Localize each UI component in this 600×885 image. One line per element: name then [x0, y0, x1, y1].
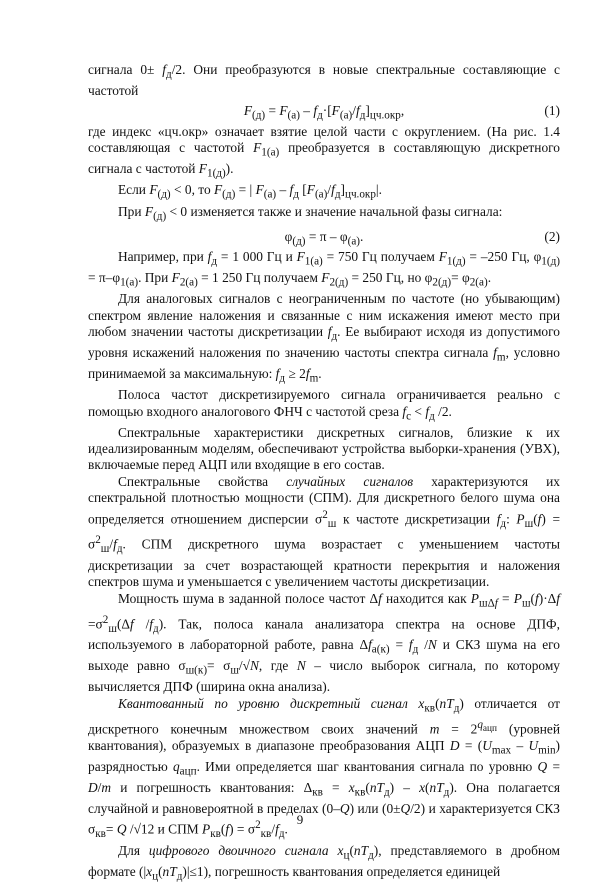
- paragraph: При $F_{(д)} < 0$ изменяется также и значение начальной фазы сигнала:: [118, 203, 503, 223]
- paragraph: Спектральные характеристики дискретных сигналов, близкие к их идеализированным моделям, обеспечивают устройства выборки-хранения (УВХ), включаемые перед АЦП или входящие в его состав.: [88, 424, 560, 473]
- paragraph: Если $F_{(д)} < 0$, то $F_{(д)}$ = | $F_{(а)} - f_д$ $[F_{(а)}/f_д]_{цч.окр}|$.: [118, 182, 382, 202]
- page-number: 9: [296, 812, 304, 827]
- paragraph: Для аналоговых сигналов с неограниченным по частоте (но убывающим) спектром явление наложения и связанные с ним искажения имеют место при любом значении частоты дискретизации $f_д$. Ее выбирают исходя из допустимого уровня искажений наложения по значению частоты спектра сигнала $f_m$, условно принимаемой за максимальную: $f_д \ge 2f_m$.: [88, 291, 561, 385]
- equation-number: (1): [544, 103, 560, 119]
- paragraph: сигнала $0\pm f_д/2$. Они преобразуются в новые спектральные составляющие с частотой: [88, 62, 560, 99]
- paragraph: Мощность шума в заданной полосе частот Δf находится как $P_{ш\Delta f} = P_ш(f)\cdot\Delta f =\sigma^2_ш(\Delta f$ $/f_д$). Так, полоса канала анализатора спектра на основе ДПФ, используемого в лабораторной работе, равна $\Delta f_{а(к)} = f_д$ /N и СКЗ шума на его выходе равно $\sigma_{ш(к)}= \sigma_ш/√N$, где N – число выборок сигнала, по которому вычисляется ДПФ (ширина окна анализа).: [88, 590, 561, 695]
- equation: [88, 228, 560, 248]
- paragraph: Например, при $f_д = 1$ 000 Гц и $F_{1(а)} = 750$ Гц получаем $F_{1(д)} = -250$ Гц, $\varphi_{1(д)} = \pi-\varphi_{1(а)}$. При $F_{2(а)} = 1$ 250 Гц получаем $F_{2(д)} = 250$ Гц, но $\varphi_{2(д)}= \varphi_{2(а)}$.: [88, 248, 560, 289]
- paragraph: Для цифрового двоичного сигнала $x_ц(nT_д)$, представляемого в дробном формате $(|x_ц(nT_д)|\le 1)$, погрешность квантования определяется единицей: [88, 842, 560, 883]
- equation-formula: $F_{(д)} = F_{(а)} - f_д\cdot[F_{(а)}/f_д]_{цч.окр}$,: [243, 103, 405, 123]
- paragraph: Полоса частот дискретизируемого сигнала ограничивается реально с помощью входного аналогового ФНЧ с частотой среза $f_с < f_д$ /2.: [88, 387, 560, 423]
- paragraph: Квантованный по уровню дискретный сигнал $x_{кв}(nT_д)$ отличается от дискретного конечным множеством своих значений $m = 2^{q_{ацп}}$ (уровней квантования), образуемых в диапазоне преобразования АЦП $D = (U_{max} - U_{min})$ разрядностью $q_{ацп}$. Ими определяется шаг квантования сигнала по уровню Q = D/m и погрешность квантования: $\Delta_{кв} = x_{кв}(nT_д) - x(nT_д)$. Она полагается случайной и равновероятной в пределах (0–Q) или (0±Q/2) и характеризуется СКЗ $\sigma_{кв}= Q$ /√12 и СПМ $P_{кв}(f) = \sigma^2_{кв}/f_д$.: [88, 695, 561, 841]
- equation-formula: $\varphi_{(д)} = \pi - \varphi_{(а)}$.: [284, 228, 364, 248]
- paragraph: где индекс «цч.окр» означает взятие целой части с округлением. (На рис. 1.4 составляющая с частотой $F_{1(а)}$ преобразуется в составляющую дискретного сигнала с частотой $F_{1(д)}$).: [88, 123, 561, 181]
- equation-number: (2): [544, 228, 560, 244]
- equation: [88, 103, 560, 123]
- page-body: [88, 62, 560, 885]
- paragraph: Спектральные свойства случайных сигналов характеризуются их спектральной плотностью мощности (СПМ). Для дискретного белого шума она определяется отношением дисперсии $\sigma^2_ш$ к частоте дискретизации $f_д$: $P_ш(f) = \sigma^2_ш/f_д$. СПМ дискретного шума возрастает с уменьшением частоты дискретизации за счет возрастающей кратности перекрытия и наложения спектров шума и уменьшается с увеличением частоты дискретизации.: [88, 473, 561, 590]
